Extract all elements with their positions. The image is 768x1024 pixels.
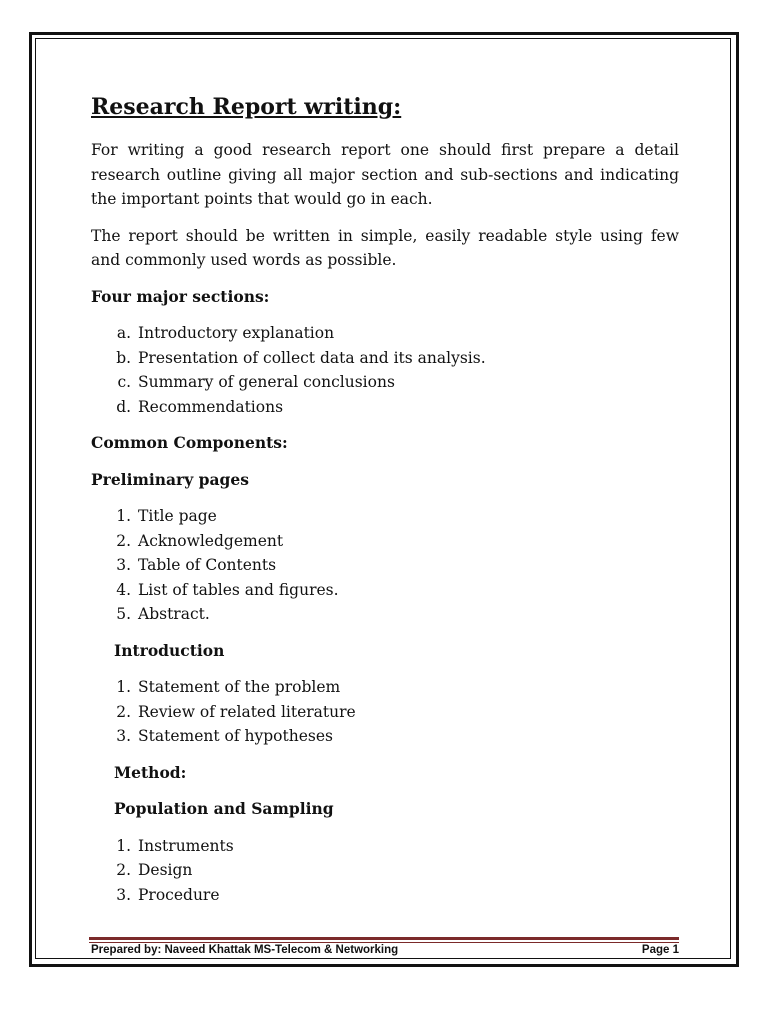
- heading-introduction: Introduction: [114, 640, 225, 660]
- footer-author: Prepared by: Naveed Khattak MS-Telecom & Networking: [91, 944, 399, 956]
- document-body: [91, 93, 679, 919]
- list-item: 3. Table of Contents: [136, 553, 679, 578]
- list-introduction: [91, 675, 679, 749]
- heading-major-sections: Four major sections:: [91, 286, 270, 306]
- page-title: Research Report writing:: [91, 94, 402, 120]
- list-item: 2. Review of related literature: [136, 700, 679, 725]
- heading-common-components: Common Components:: [91, 433, 288, 452]
- list-item: 1. Instruments: [136, 834, 679, 859]
- footer-rule: [89, 937, 679, 940]
- heading-method: Method:: [114, 762, 187, 782]
- paragraph-style: The report should be written in simple, easily readable style using few and commonly used words as possible.: [91, 226, 679, 269]
- list-item: 4. List of tables and figures.: [136, 578, 679, 603]
- list-preliminary-pages: [91, 504, 679, 627]
- list-item: b. Presentation of collect data and its analysis.: [136, 346, 679, 371]
- list-item: c. Summary of general conclusions: [136, 370, 679, 395]
- list-population-sampling: [91, 834, 679, 908]
- list-item: 2. Design: [136, 858, 679, 883]
- list-item: d. Recommendations: [136, 395, 679, 420]
- list-item: 2. Acknowledgement: [136, 529, 679, 554]
- list-item: 3. Procedure: [136, 883, 679, 908]
- list-item: 3. Statement of hypotheses: [136, 724, 679, 749]
- list-item: 5. Abstract.: [136, 602, 679, 627]
- heading-preliminary-pages: Preliminary pages: [91, 469, 249, 489]
- list-item: 1. Statement of the problem: [136, 675, 679, 700]
- list-item: a. Introductory explanation: [136, 321, 679, 346]
- list-major-sections: [91, 321, 679, 419]
- heading-population-sampling: Population and Sampling: [114, 799, 334, 818]
- footer-page-number: Page 1: [641, 944, 679, 956]
- footer-rule-thin: [89, 942, 679, 943]
- paragraph-outline: For writing a good research report one should first prepare a detail research outline giving all major section and sub-sections and indicating the important points that would go in each.: [91, 141, 679, 208]
- list-item: 1. Title page: [136, 504, 679, 529]
